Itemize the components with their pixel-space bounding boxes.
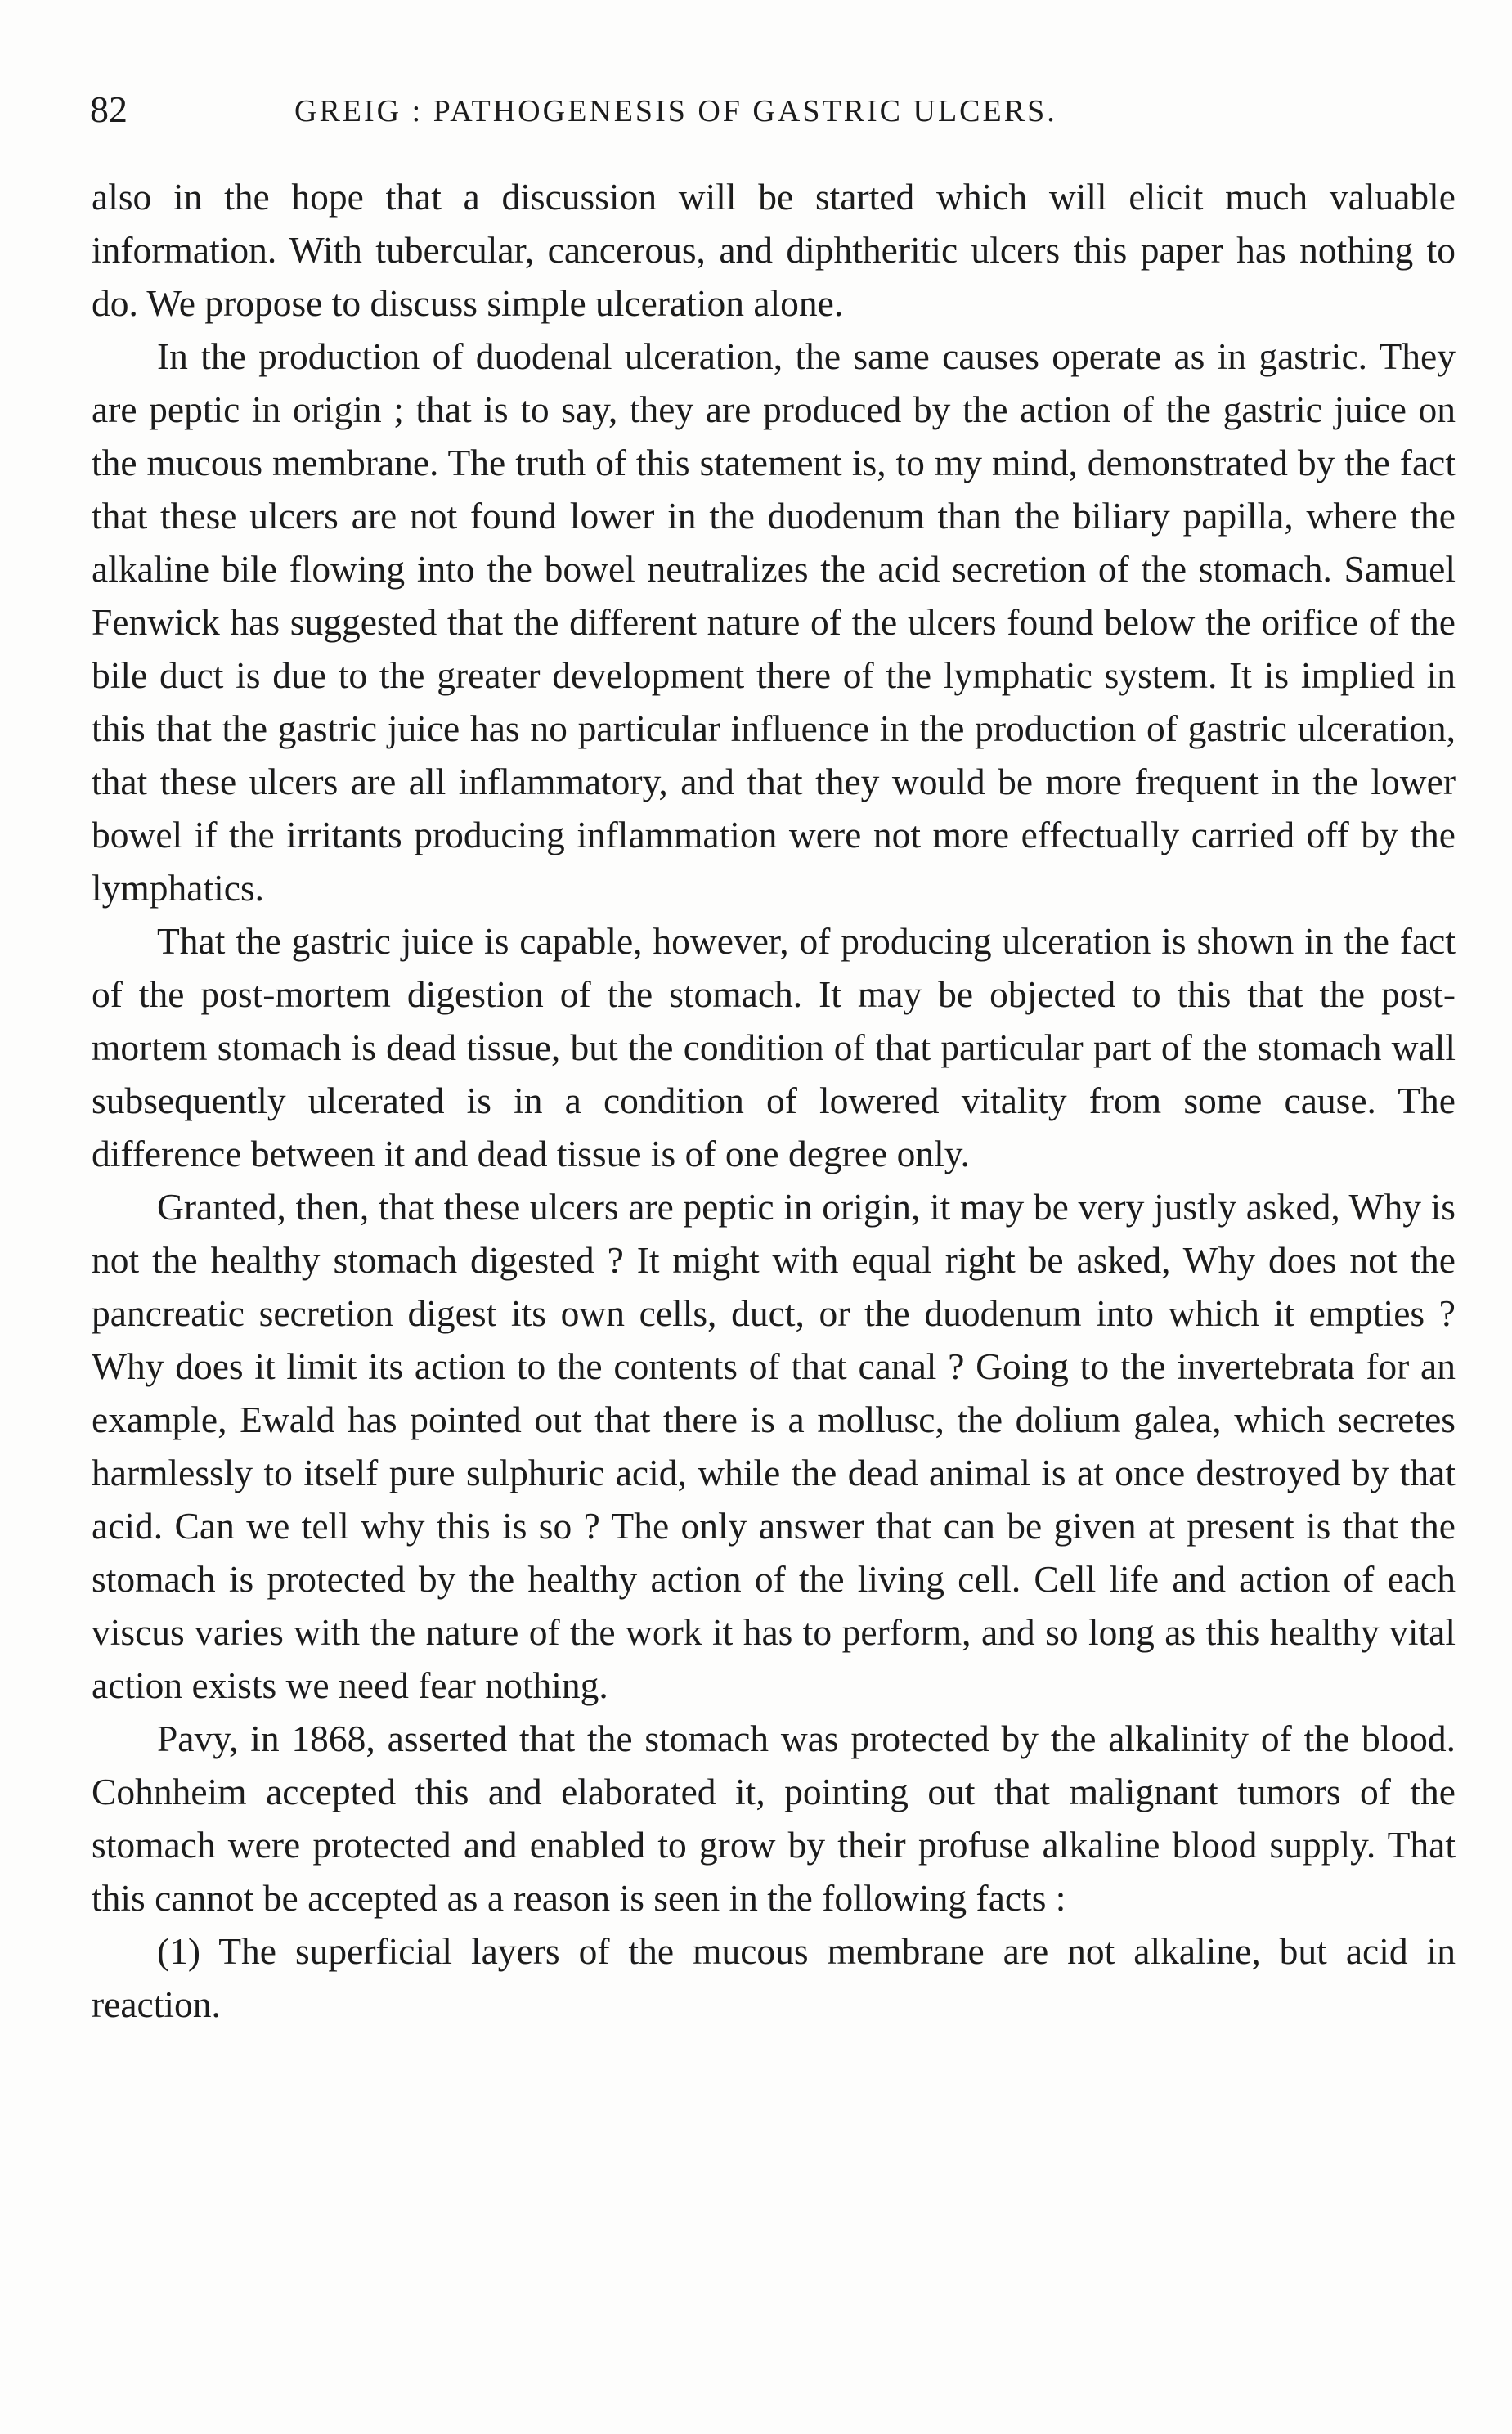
paragraph-continued: also in the hope that a discussion will be started which will elicit much valuable information. With tubercular, cancerous, and diphtheritic ulcers this paper has nothing to do. We propose to discuss simple ulceration alone.: [92, 176, 1456, 324]
paragraph-healthy-stomach: Granted, then, that these ulcers are peptic in origin, it may be very justly asked, Why is not the healthy stomach digested ? It might with equal right be asked, Why does not the pancreatic secretion digest its own cells, duct, or the duodenum into which it empties ? Why does it limit its action to the contents of that canal ? Going to the invertebrata for an example, Ewald has pointed out that there is a mollusc, the dolium galea, which secretes harmlessly to itself pure sulphuric acid, while the dead animal is at once destroyed by that acid. Can we tell why this is so ? The only answer that can be given at present is that the stomach is protected by the healthy action of the living cell. Cell life and action of each viscus varies with the nature of the work it has to perform, and so long as this healthy vital action exists we need fear nothing.: [92, 1186, 1456, 1706]
running-title: GREIG : PATHOGENESIS OF GASTRIC ULCERS.: [294, 94, 1057, 128]
paragraph-fact-one: (1) The superficial layers of the mucous membrane are not alkaline, but acid in reaction.: [92, 1930, 1456, 2025]
page-number: 82: [90, 88, 128, 130]
paragraph-duodenal-ulceration: In the production of duodenal ulceration, the same causes operate as in gastric. They are peptic in origin ; that is to say, they are produced by the action of the gastric juice on the mucous membrane. The truth of this statement is, to my mind, demonstrated by the fact that these ulcers are not found lower in the duodenum than the biliary papilla, where the alkaline bile flowing into the bowel neutralizes the acid secretion of the stomach. Samuel Fenwick has suggested that the different nature of the ulcers found below the orifice of the bile duct is due to the greater development there of the lymphatic system. It is implied in this that the gastric juice has no particular influence in the production of gastric ulceration, that these ulcers are all inflammatory, and that they would be more frequent in the lower bowel if the irritants producing inflammation were not more effectually carried off by the lymphatics.: [92, 335, 1456, 909]
paragraph-post-mortem-digestion: That the gastric juice is capable, however, of producing ulceration is shown in the fact of the post-mortem digestion of the stomach. It may be objected to this that the post-mortem stomach is dead tissue, but the condition of that particular part of the stomach wall subsequently ulcerated is in a condition of lowered vitality from some cause. The difference between it and dead tissue is of one degree only.: [92, 920, 1456, 1174]
running-head: [90, 85, 1447, 134]
body-text: [92, 170, 1456, 2031]
paragraph-pavy-alkalinity: Pavy, in 1868, asserted that the stomach was protected by the alkalinity of the blood. Cohnheim accepted this and elaborated it, pointing out that malignant tumors of the stomach were protected and enabled to grow by their profuse alkaline blood supply. That this cannot be accepted as a reason is seen in the following facts :: [92, 1718, 1456, 1919]
